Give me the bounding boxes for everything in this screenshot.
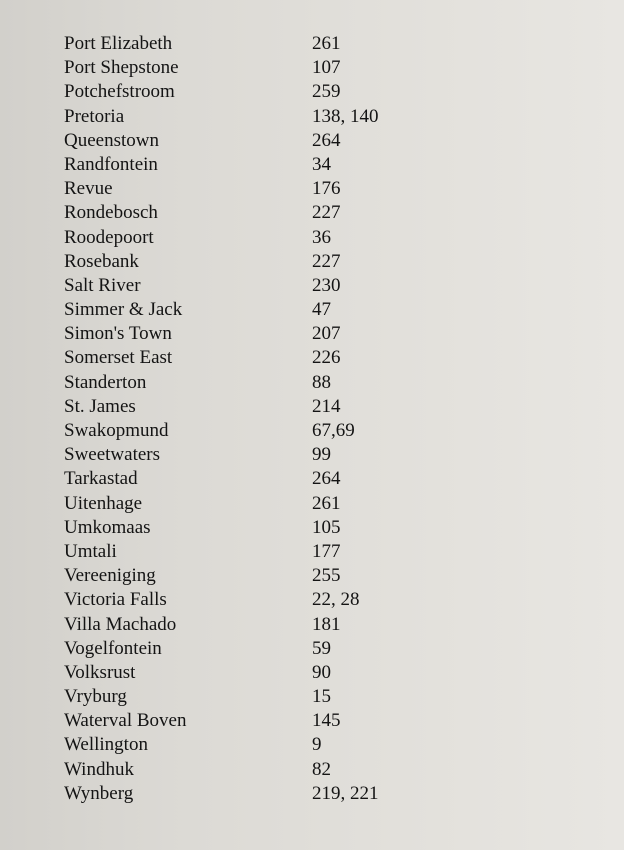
index-entry xyxy=(64,105,424,129)
place-name: Potchefstroom xyxy=(64,81,175,103)
place-name: Roodepoort xyxy=(64,226,154,248)
index-entry xyxy=(64,201,424,225)
place-name: Swakopmund xyxy=(64,420,169,441)
page-numbers: 176 xyxy=(312,178,341,200)
place-name: Uitenhage xyxy=(64,492,143,514)
page-numbers: 145 xyxy=(312,710,341,732)
index-entry xyxy=(64,709,424,733)
page-numbers: 9 xyxy=(312,734,322,756)
page-numbers: 90 xyxy=(312,661,331,683)
page-numbers: 227 xyxy=(312,250,341,272)
page-numbers: 177 xyxy=(312,540,341,562)
place-name: Queenstown xyxy=(64,129,159,151)
index-entry xyxy=(64,540,424,564)
place-name: Standerton xyxy=(64,371,147,393)
index-entry xyxy=(64,226,424,250)
place-name: Port Elizabeth xyxy=(64,33,173,54)
page-numbers: 219, 221 xyxy=(312,782,379,804)
page-numbers: 36 xyxy=(312,226,331,248)
index-entry xyxy=(64,492,424,516)
page-numbers: 264 xyxy=(312,129,341,151)
place-name: Randfontein xyxy=(64,153,158,175)
place-name: Revue xyxy=(64,178,113,200)
index-entry xyxy=(64,564,424,588)
place-name: Windhuk xyxy=(64,758,134,780)
page-numbers: 261 xyxy=(312,33,341,54)
page-numbers: 255 xyxy=(312,565,341,587)
index-list xyxy=(64,32,424,806)
index-entry xyxy=(64,395,424,419)
place-name: Simmer & Jack xyxy=(64,299,183,321)
index-entry xyxy=(64,685,424,709)
index-entry xyxy=(64,613,424,637)
place-name: Volksrust xyxy=(64,661,136,683)
index-entry xyxy=(64,733,424,757)
page-numbers: 181 xyxy=(312,613,341,635)
index-entry xyxy=(64,443,424,467)
page-numbers: 67,69 xyxy=(312,420,355,441)
place-name: Simon's Town xyxy=(64,323,172,345)
index-entry xyxy=(64,661,424,685)
index-entry xyxy=(64,516,424,540)
index-entry xyxy=(64,322,424,346)
place-name: Somerset East xyxy=(64,347,173,369)
page-numbers: 207 xyxy=(312,323,341,345)
index-entry xyxy=(64,129,424,153)
index-entry xyxy=(64,346,424,370)
place-name: Victoria Falls xyxy=(64,589,167,611)
page-numbers: 34 xyxy=(312,153,331,175)
page-numbers: 138, 140 xyxy=(312,105,379,127)
page-numbers: 259 xyxy=(312,81,341,103)
page-numbers: 264 xyxy=(312,468,341,490)
page-numbers: 226 xyxy=(312,347,341,369)
place-name: Wellington xyxy=(64,734,148,756)
page-numbers: 214 xyxy=(312,395,341,417)
page-numbers: 227 xyxy=(312,202,341,224)
index-entry xyxy=(64,298,424,322)
index-entry xyxy=(64,419,424,443)
page-numbers: 230 xyxy=(312,274,341,296)
place-name: Tarkastad xyxy=(64,468,138,490)
place-name: Port Shepstone xyxy=(64,57,179,79)
place-name: Vereeniging xyxy=(64,565,156,587)
page-numbers: 82 xyxy=(312,758,331,780)
index-entry xyxy=(64,637,424,661)
place-name: Pretoria xyxy=(64,105,125,127)
place-name: Umkomaas xyxy=(64,516,151,538)
index-entry xyxy=(64,56,424,80)
page-numbers: 107 xyxy=(312,57,341,79)
page-numbers: 88 xyxy=(312,371,331,393)
index-entry xyxy=(64,467,424,491)
index-entry xyxy=(64,588,424,612)
place-name: St. James xyxy=(64,395,136,417)
place-name: Rondebosch xyxy=(64,202,158,224)
index-entry xyxy=(64,274,424,298)
show-through-texture xyxy=(430,30,610,830)
index-entry xyxy=(64,153,424,177)
page-numbers: 15 xyxy=(312,686,331,708)
place-name: Vogelfontein xyxy=(64,637,162,659)
place-name: Rosebank xyxy=(64,250,139,272)
index-entry xyxy=(64,177,424,201)
index-entry xyxy=(64,80,424,104)
page-numbers: 261 xyxy=(312,492,341,514)
place-name: Villa Machado xyxy=(64,613,177,635)
page-numbers: 47 xyxy=(312,299,331,321)
index-entry xyxy=(64,371,424,395)
index-entry xyxy=(64,782,424,806)
place-name: Salt River xyxy=(64,274,141,296)
page-numbers: 99 xyxy=(312,444,331,466)
place-name: Vryburg xyxy=(64,686,127,708)
page-numbers: 105 xyxy=(312,516,341,538)
place-name: Sweetwaters xyxy=(64,444,161,466)
page-numbers: 22, 28 xyxy=(312,589,360,611)
place-name: Waterval Boven xyxy=(64,710,187,732)
index-entry xyxy=(64,758,424,782)
index-entry xyxy=(64,32,424,56)
page-numbers: 59 xyxy=(312,637,331,659)
index-entry xyxy=(64,250,424,274)
place-name: Wynberg xyxy=(64,782,134,804)
place-name: Umtali xyxy=(64,540,117,562)
